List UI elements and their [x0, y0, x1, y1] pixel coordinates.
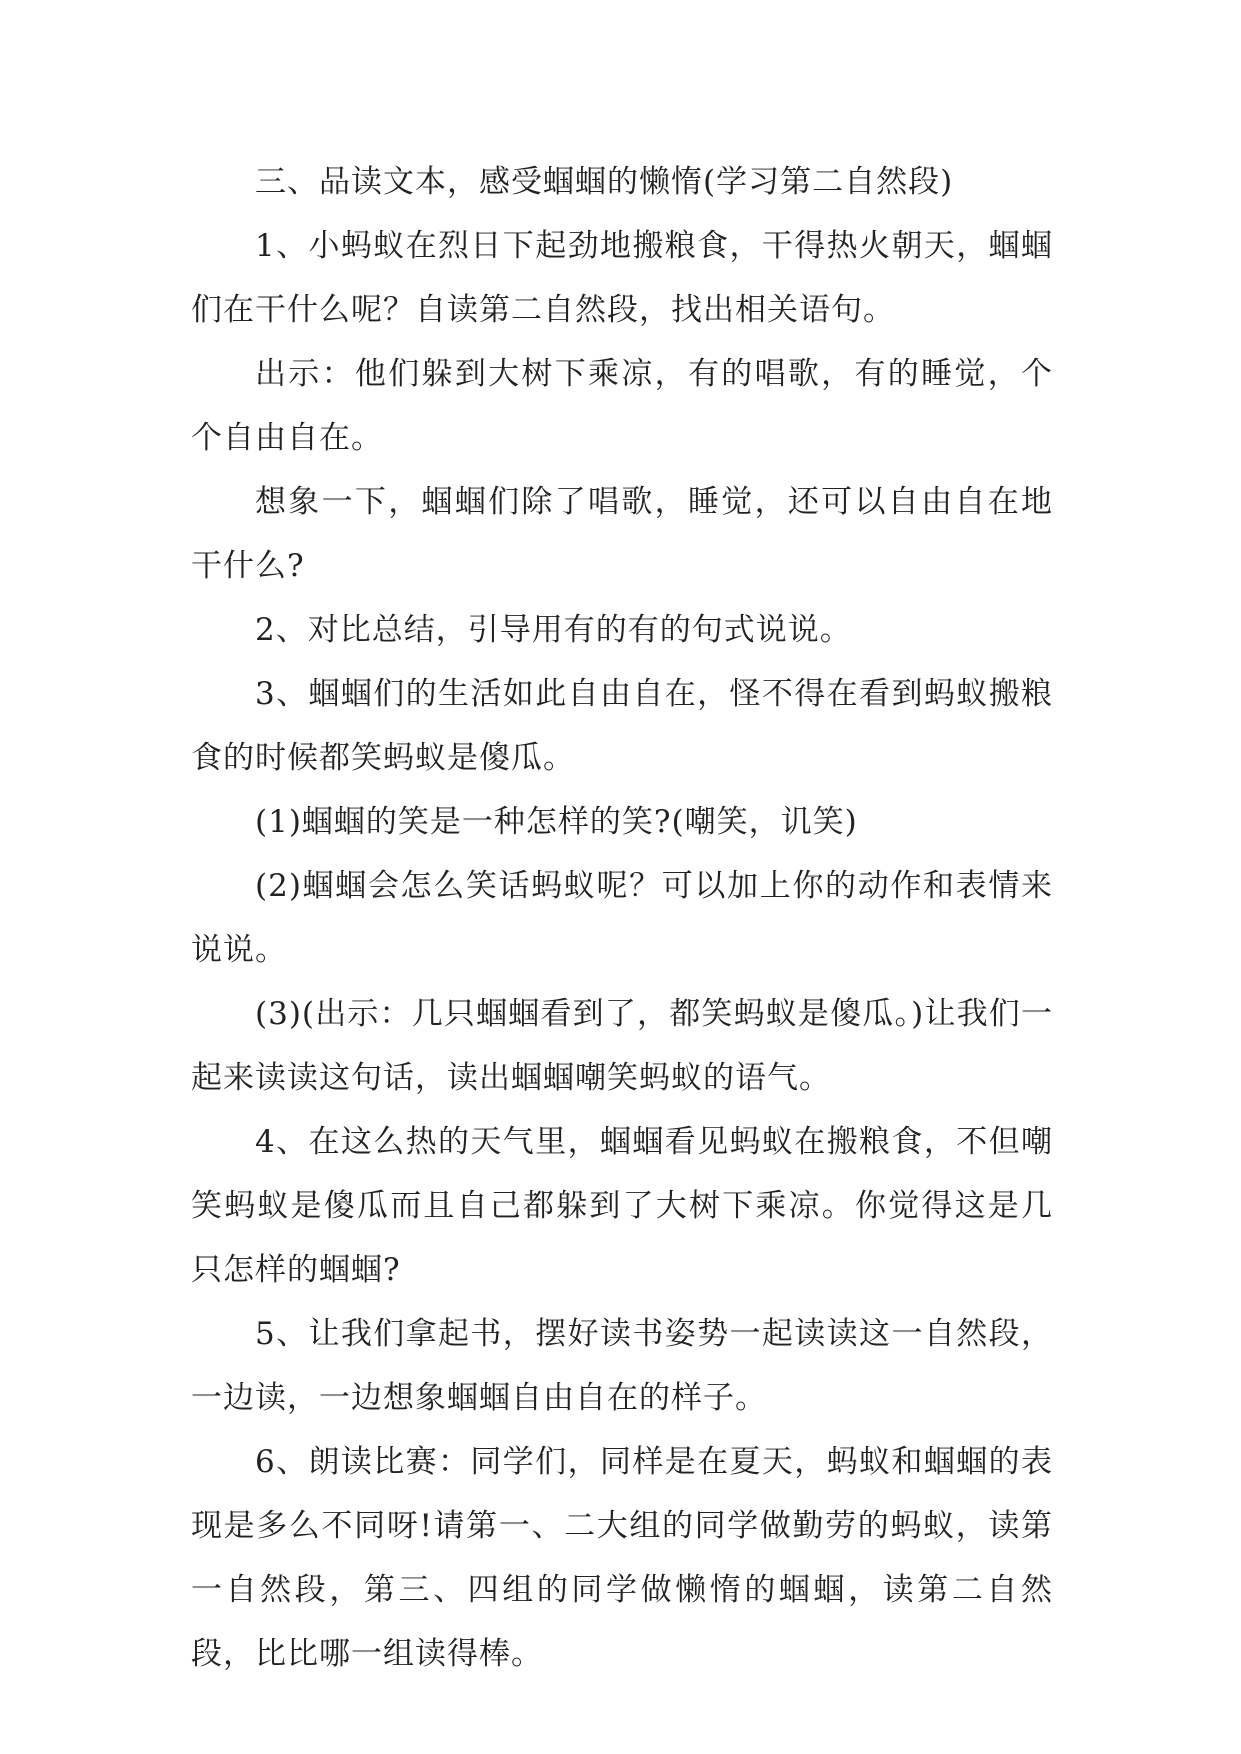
paragraph: (1)蝈蝈的笑是一种怎样的笑?(嘲笑，讥笑): [255, 804, 858, 840]
paragraph: 1、小蚂蚁在烈日下起劲地搬粮食，干得热火朝天，蝈蝈们在干什么呢？自读第二自然段，找出相关语句。: [191, 228, 1053, 328]
paragraph: (2)蝈蝈会怎么笑话蚂蚁呢？可以加上你的动作和表情来说说。: [191, 868, 1053, 968]
paragraph: 出示：他们躲到大树下乘凉，有的唱歌，有的睡觉，个个自由自在。: [191, 356, 1053, 456]
paragraph: 5、让我们拿起书，摆好读书姿势一起读读这一自然段，一边读，一边想象蝈蝈自由自在的样子。: [191, 1316, 1053, 1416]
paragraph: 3、蝈蝈们的生活如此自由自在，怪不得在看到蚂蚁搬粮食的时候都笑蚂蚁是傻瓜。: [191, 676, 1053, 776]
paragraph: (3)(出示：几只蝈蝈看到了，都笑蚂蚁是傻瓜。)让我们一起来读读这句话，读出蝈蝈嘲笑蚂蚁的语气。: [191, 996, 1053, 1096]
section-heading: 三、品读文本，感受蝈蝈的懒惰(学习第二自然段): [255, 164, 954, 200]
paragraph: 6、朗读比赛：同学们，同样是在夏天，蚂蚁和蝈蝈的表现是多么不同呀!请第一、二大组的同学做勤劳的蚂蚁，读第一自然段，第三、四组的同学做懒惰的蝈蝈，读第二自然段，比比哪一组读得棒。: [191, 1444, 1053, 1672]
document-page: [191, 150, 1053, 1686]
paragraph: 2、对比总结，引导用有的有的句式说说。: [255, 612, 852, 648]
paragraph: 4、在这么热的天气里，蝈蝈看见蚂蚁在搬粮食，不但嘲笑蚂蚁是傻瓜而且自己都躲到了大树下乘凉。你觉得这是几只怎样的蝈蝈?: [191, 1124, 1053, 1288]
paragraph: 想象一下，蝈蝈们除了唱歌，睡觉，还可以自由自在地干什么?: [191, 484, 1053, 584]
